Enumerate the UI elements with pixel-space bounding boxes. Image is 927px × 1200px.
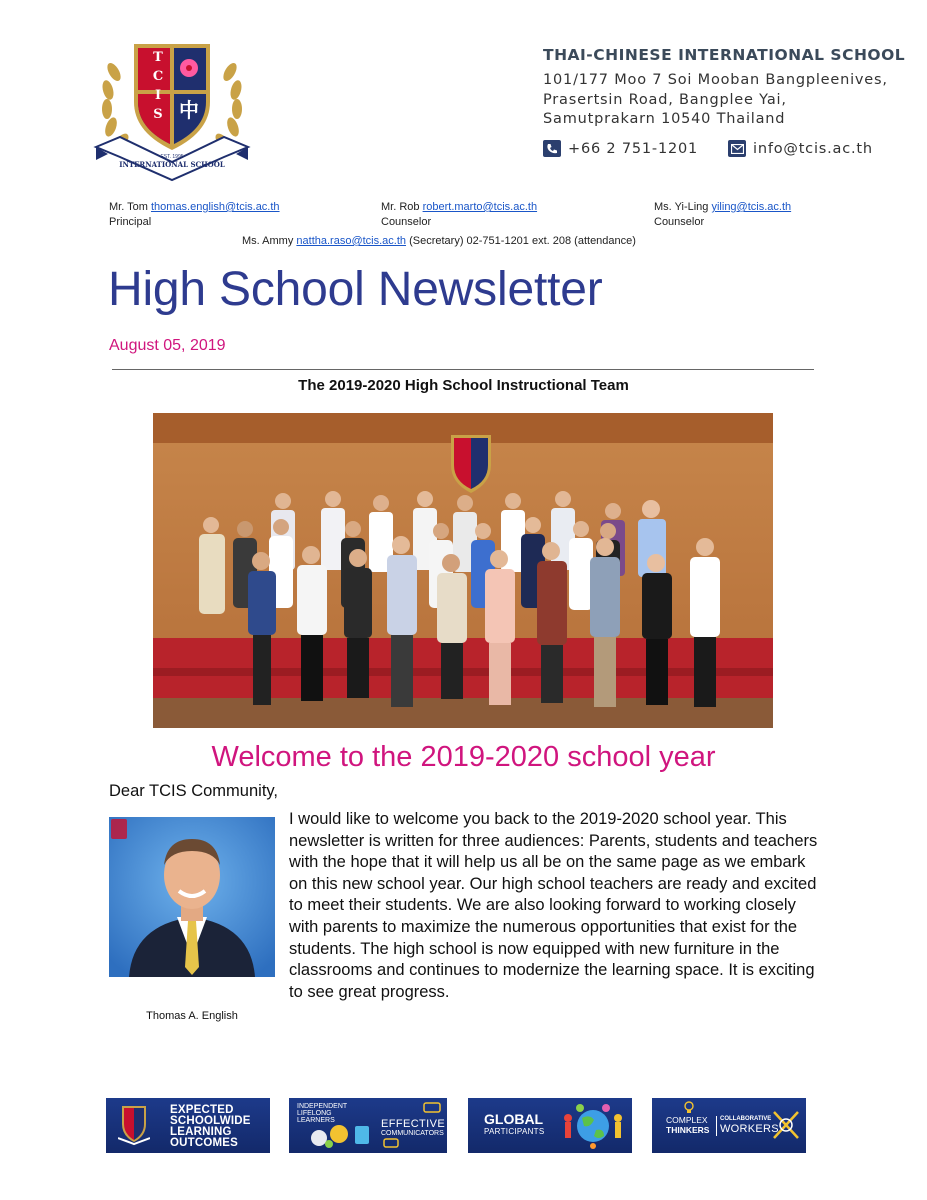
phone-icon <box>543 140 561 157</box>
portrait-caption: Thomas A. English <box>146 1010 238 1022</box>
chat-bubble-icon <box>423 1102 441 1114</box>
tcis-logo <box>92 32 252 182</box>
lightbulb-icon <box>682 1100 696 1114</box>
banner-eslo-line3: LEARNING <box>170 1126 232 1138</box>
logo-letter-i: I <box>154 88 162 103</box>
school-name: THAI-CHINESE INTERNATIONAL SCHOOL <box>543 46 906 64</box>
phone-number: +66 2 751-1201 <box>568 140 699 157</box>
staff-name: Mr. Rob <box>381 201 420 213</box>
staff-email-link[interactable]: thomas.english@tcis.ac.th <box>150 201 280 213</box>
staff-role: Counselor <box>654 216 705 228</box>
team-photo <box>153 413 773 728</box>
letter-body: I would like to welcome you back to the 2019-2020 school year. This newsletter is written for three audiences: Parents, students and teachers with the hope that it will help us all be on the same page as we embark on this new school year. Our high school teachers are ready and excited to meet their students. We are also looking forward to working closely with parents to maximize the numerous opportunities that exist for the students. The high school is now equipped with new furniture in the classrooms and continues to modernize the learning space. It is exciting to see great progress. <box>289 810 818 1001</box>
secretary-email-link[interactable]: nattha.raso@tcis.ac.th <box>296 235 407 247</box>
secretary-name: Ms. Ammy <box>242 235 294 247</box>
address-line-2: Prasertsin Road, Bangplee Yai, <box>543 92 787 108</box>
banner-comm-small4: COMMUNICATORS <box>381 1130 444 1137</box>
collaboration-icon <box>770 1104 802 1146</box>
banner-thinkers-left2: THINKERS <box>666 1124 710 1135</box>
banner-eslo-line4: OUTCOMES <box>170 1137 239 1149</box>
learners-icon <box>309 1120 377 1150</box>
chat-bubble-icon <box>383 1138 399 1149</box>
staff-email-link[interactable]: yiling@tcis.ac.th <box>711 201 792 213</box>
greeting: Dear TCIS Community, <box>109 782 279 800</box>
welcome-heading: Welcome to the 2019-2020 school year <box>211 741 716 773</box>
email-contact <box>728 140 873 157</box>
address-line-1: 101/177 Moo 7 Soi Mooban Bangpleenives, <box>543 72 888 88</box>
school-email[interactable]: info@tcis.ac.th <box>753 140 873 157</box>
logo-letter-t: T <box>153 50 163 65</box>
secretary-details: (Secretary) 02-751-1201 ext. 208 (attendance) <box>409 235 636 247</box>
logo-ribbon-text: INTERNATIONAL SCHOOL <box>119 160 225 169</box>
divider <box>112 369 814 370</box>
banner-thinkers-divider <box>716 1116 717 1136</box>
banner-comm-small3: LEARNERS <box>297 1117 335 1124</box>
logo-letter-c: C <box>152 69 164 84</box>
staff-name: Mr. Tom <box>109 201 148 213</box>
globe-people-icon <box>560 1102 626 1150</box>
logo-chinese-char: 中 <box>179 100 199 122</box>
phone-contact <box>543 140 698 157</box>
staff-principal <box>109 200 280 230</box>
staff-name: Ms. Yi-Ling <box>654 201 709 213</box>
banner-global <box>468 1098 632 1153</box>
principal-portrait <box>109 817 275 977</box>
newsletter-date: August 05, 2019 <box>109 337 226 354</box>
staff-role: Principal <box>109 216 152 228</box>
newsletter-title: High School Newsletter <box>108 263 603 316</box>
staff-email-link[interactable]: robert.marto@tcis.ac.th <box>422 201 538 213</box>
banner-thinkers-right2: WORKERS <box>720 1123 779 1135</box>
banner-thinkers <box>652 1098 806 1153</box>
banner-comm-big: EFFECTIVE <box>381 1118 446 1130</box>
team-heading: The 2019-2020 High School Instructional Team <box>298 377 629 394</box>
banner-comm-small1: INDEPENDENT <box>297 1103 348 1110</box>
banner-comm-small2: LIFELONG <box>297 1110 332 1117</box>
banner-eslo-line2: SCHOOLWIDE <box>170 1115 251 1127</box>
banner-eslo <box>106 1098 270 1153</box>
banner-thinkers-right1: COLLABORATIVE <box>720 1116 772 1122</box>
banner-eslo-line1: EXPECTED <box>170 1104 234 1116</box>
staff-role: Counselor <box>381 216 432 228</box>
banner-communicators <box>289 1098 447 1153</box>
logo-letter-s: S <box>153 107 163 122</box>
staff-counselor-yiling <box>654 200 791 230</box>
email-icon <box>728 140 746 157</box>
banner-global-big: GLOBAL <box>484 1111 544 1127</box>
tcis-shield-icon <box>118 1104 150 1146</box>
banner-global-small: PARTICIPANTS <box>484 1127 545 1136</box>
address-line-3: Samutprakarn 10540 Thailand <box>543 111 786 127</box>
secretary-line <box>242 235 636 247</box>
staff-counselor-rob <box>381 200 537 230</box>
banner-thinkers-left1: COMPLEX <box>666 1115 708 1125</box>
logo-est: EST. 1995 <box>160 154 184 160</box>
